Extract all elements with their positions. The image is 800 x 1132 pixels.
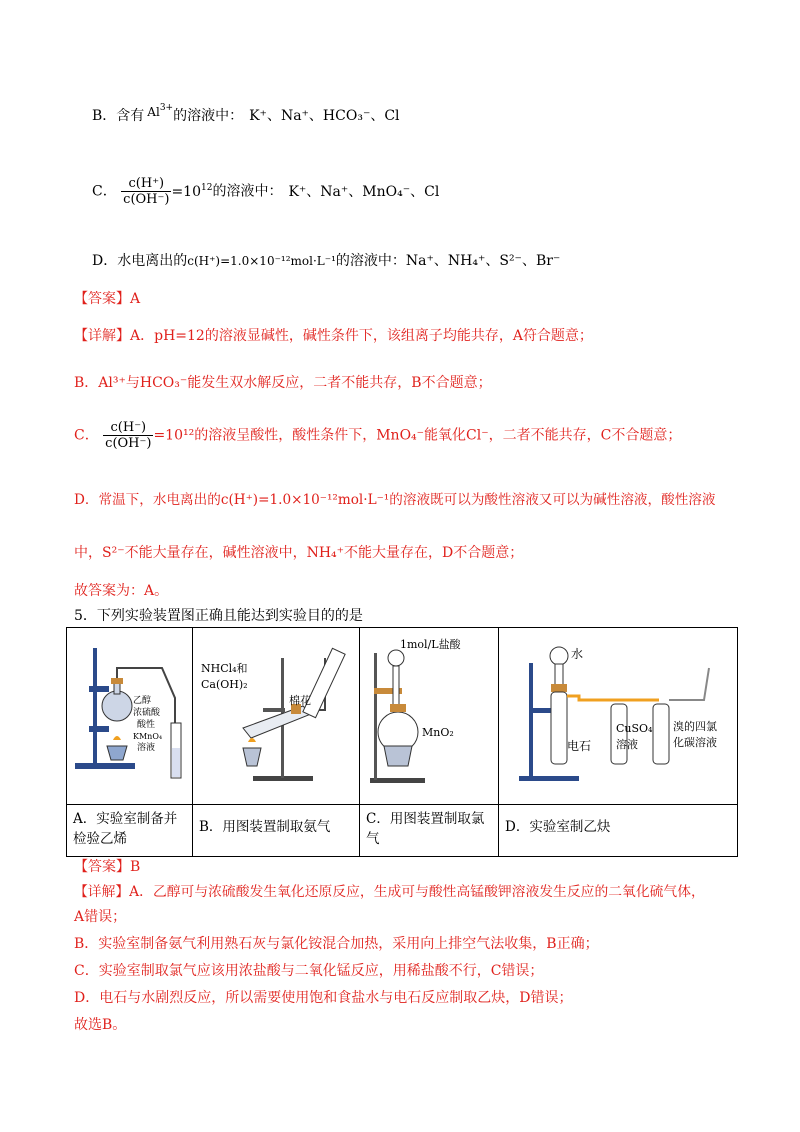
label-ccl4-solution: 化碳溶液 [673,736,717,749]
label-caoh2: Ca(OH)₂ [201,678,248,691]
label-cuso4-solution: 溶液 [616,738,638,751]
option-d-mid: 的溶液中： [335,253,406,269]
detail-conclusion: 故答案为：A。 [74,583,169,599]
label-mno2: MnO₂ [422,726,454,739]
option-c-ions: K⁺、Na⁺、MnO₄⁻、Cl [288,183,440,200]
figure-b-cell [193,628,360,805]
detail2-b: B．实验室制备氨气利用熟石灰与氯化铵混合加热，采用向上排空气法收集，B正确； [74,936,599,952]
detail-c [74,420,681,451]
label-cotton: 棉花 [289,694,311,707]
question-5-stem: 5．下列实验装置图正确且能达到实验目的的是 [74,608,363,624]
figure-b-ammonia-apparatus [193,628,359,800]
figure-a-ethylene-apparatus [67,628,192,800]
option-d-label: D．水电离出的 [92,253,188,269]
option-c-label: C． [92,183,117,200]
option-d-expr: c(H⁺)=1.0×10⁻¹²mol·L⁻¹ [187,254,336,268]
detail2-end: 故选B。 [74,1017,127,1033]
option-b-label: B．含有 [92,108,145,124]
label-ethanol: 乙醇 [133,696,152,706]
figure-d-cell [499,628,738,805]
detail-c-rest: =10¹²的溶液呈酸性，酸性条件下，MnO₄⁻能氧化Cl⁻，二者不能共存，C不合题意； [153,427,682,444]
figure-d-acetylene-apparatus [499,628,737,800]
option-c-fraction: $\frac{c(H^+)}{c(OH^-)}$ [123,176,170,207]
label-solution: 溶液 [137,743,156,753]
caption-a: A．实验室制备并检验乙烯 [67,805,193,857]
caption-d: D．实验室制乙炔 [499,805,738,857]
label-hcl: 1mol/L盐酸 [400,638,461,651]
caption-b: B．用图装置制取氨气 [193,805,360,857]
label-calcium-carbide: 电石 [567,739,592,753]
option-b-ions: K⁺、Na⁺、HCO₃⁻、Cl [249,108,400,124]
detail2-c: C．实验室制取氯气应该用浓盐酸与二氧化锰反应，用稀盐酸不行，C错误； [74,963,544,979]
label-conc-h2so4: 浓硫酸 [133,708,161,718]
label-cuso4: CuSO₄ [616,722,653,735]
figure-a-cell [67,628,193,805]
label-nh4cl: NHCl₄和 [201,662,248,675]
detail-a: 【详解】A．pH=12的溶液显碱性，碱性条件下，该组离子均能共存，A符合题意； [74,328,593,344]
option-c-mid: 的溶液中： [212,183,283,200]
answer-label: 【答案】A [74,291,141,307]
detail2-d: D．电石与水剧烈反应，所以需要使用饱和食盐水与电石反应制取乙炔，D错误； [74,990,573,1006]
detail-d-line1: D．常温下，水电离出的c(H⁺)=1.0×10⁻¹²mol·L⁻¹的溶液既可以为酸性溶液又可以为碱性溶液，酸性溶液 [74,492,716,508]
detail2-a-line1: 【详解】A．乙醇可与浓硫酸发生氧化还原反应，生成可与酸性高锰酸钾溶液发生反应的二氧化硫气体， [74,884,705,900]
detail-d-line2: 中，S²⁻不能大量存在，碱性溶液中，NH₄⁺不能大量存在，D不合题意； [74,545,524,561]
option-c [92,176,439,207]
answer2-label: 【答案】B [74,859,141,875]
detail-c-label: C． [74,427,99,444]
label-kmno4: KMnO₄ [133,732,163,741]
detail2-a-line2: A错误； [74,909,127,925]
option-c-eq: $=10^{12}$ [171,182,213,200]
detail-b: B．Al³⁺与HCO₃⁻能发生双水解反应，二者不能共存，B不合题意； [74,375,492,391]
experiment-table [66,627,738,857]
label-acidic: 酸性 [137,720,156,730]
option-b [92,103,400,125]
option-b-mid: 的溶液中： [173,108,244,124]
figure-c-chlorine-apparatus [360,628,498,800]
label-water: 水 [571,647,584,661]
label-bromine: 溴的四氯 [673,720,717,733]
figure-c-cell [360,628,499,805]
caption-c: C．用图装置制取氯气 [360,805,499,857]
option-d [92,250,560,270]
option-b-ion: $Al^{3+}$ [147,103,174,119]
detail-c-fraction: $\frac{c(H^-)}{c(OH^-)}$ [105,420,152,451]
option-d-ions: Na⁺、NH₄⁺、S²⁻、Br⁻ [405,253,561,269]
